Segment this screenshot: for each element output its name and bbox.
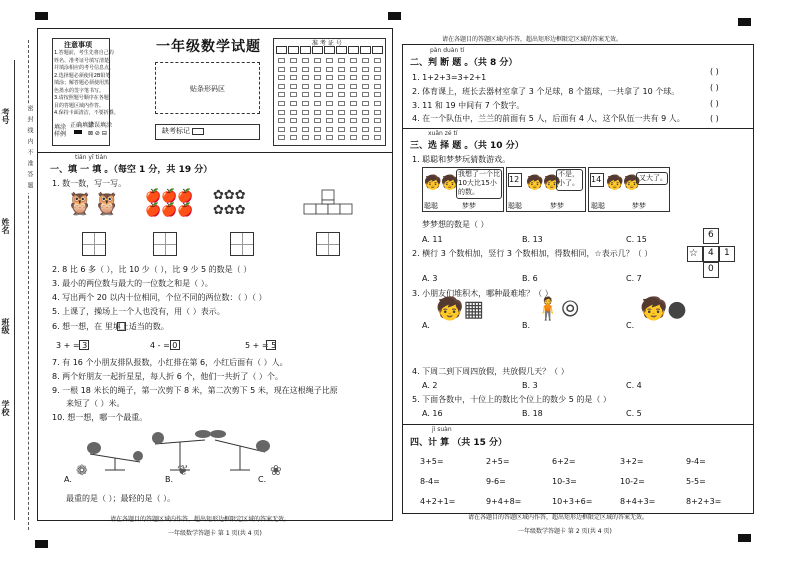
sidebar-banji: 班级 <box>1 318 10 334</box>
judge-q3: 3. 11 和 19 中间有 7 个数字。 <box>412 101 525 110</box>
exam-digit-bubble[interactable] <box>374 101 381 106</box>
notice-line: 填涂；解答题必须使用黑 <box>54 80 110 86</box>
exam-digit-entry[interactable] <box>360 46 371 54</box>
judge-q3-paren[interactable]: ( ) <box>710 99 719 108</box>
missing-mark-checkbox[interactable] <box>192 128 204 135</box>
calc-item: 10+3+6= <box>552 497 593 506</box>
sec4-pinyin: jì suàn <box>432 426 452 433</box>
choice-q1-c: C. 15 <box>626 235 647 244</box>
cross-top: 6 <box>708 230 714 240</box>
exam-digit-entry[interactable] <box>312 46 323 54</box>
exam-digit-bubble[interactable] <box>302 75 309 80</box>
exam-digit-bubble[interactable] <box>290 101 297 106</box>
q10-option-b: B. <box>165 475 174 484</box>
exam-digit-bubble[interactable] <box>290 135 297 140</box>
notice-title: 注意事项 <box>64 41 92 49</box>
exam-digit-entry[interactable] <box>300 46 311 54</box>
exam-digit-bubble[interactable] <box>314 110 321 115</box>
exam-digit-bubble[interactable] <box>350 135 357 140</box>
exam-digit-bubble[interactable] <box>338 84 345 89</box>
exam-digit-bubble[interactable] <box>374 135 381 140</box>
comic-mm-2: 梦梦 <box>550 202 564 210</box>
choice-q1: 1. 聪聪和梦梦玩猜数游戏。 <box>412 155 511 164</box>
q4-text: 4. 写出两个 20 以内十位相同，个位不同的两位数：（ ）（ ） <box>52 293 267 302</box>
exam-digit-entry[interactable] <box>276 46 287 54</box>
q10-text: 10. 想一想，哪一个最重。 <box>52 413 148 422</box>
sec3-title: 三、选 择 题 。（共 10 分） <box>410 141 524 151</box>
kids-icon-1: 🧒🧒 <box>424 175 459 191</box>
calc-item: 9-4= <box>686 457 706 466</box>
exam-digit-bubble[interactable] <box>302 92 309 97</box>
exam-digit-bubble[interactable] <box>350 101 357 106</box>
exam-digit-bubble[interactable] <box>290 127 297 132</box>
exam-digit-bubble[interactable] <box>326 110 333 115</box>
q8-text: 8. 两个好朋友一起折星星，每人折 6 个，他们一共折了（ ）个。 <box>52 372 283 381</box>
judge-q4-paren[interactable]: ( ) <box>710 114 719 123</box>
q9-text: 9. 一根 18 米长的绳子，第一次剪下 8 米，第二次剪下 5 米，现在这根绳子比原 <box>52 386 338 395</box>
exam-digit-bubble[interactable] <box>326 84 333 89</box>
exam-digit-bubble[interactable] <box>350 67 357 72</box>
exam-digit-bubble[interactable] <box>302 67 309 72</box>
exam-digit-bubble[interactable] <box>374 58 381 63</box>
comic-cc-2: 聪聪 <box>508 202 522 210</box>
exam-digit-entry[interactable] <box>372 46 383 54</box>
exam-digit-bubble[interactable] <box>350 58 357 63</box>
choice-q1-a: A. 11 <box>422 235 443 244</box>
right-header-note: 请在各题目的答题区域内作答，超出矩形边框限定区域的答案无效。 <box>442 36 623 43</box>
exam-digit-bubble[interactable] <box>278 118 285 123</box>
q10-answer-line: 最重的是（ ）；最轻的是（ ）。 <box>66 494 176 503</box>
exam-digit-bubble[interactable] <box>374 110 381 115</box>
exam-digit-bubble[interactable] <box>290 84 297 89</box>
exam-digit-bubble[interactable] <box>362 110 369 115</box>
sec2-pinyin: pàn duàn tí <box>430 47 465 54</box>
exam-digit-bubble[interactable] <box>374 127 381 132</box>
exam-digit-bubble[interactable] <box>290 110 297 115</box>
notice-line: 4.保持卡面清洁，不要折叠。 <box>54 110 119 116</box>
blocks-kid-icon-b: 🧍⦾ <box>534 297 579 322</box>
exam-digit-bubble[interactable] <box>350 118 357 123</box>
calc-item: 9+4+8= <box>486 497 522 506</box>
calc-item: 4+2+1= <box>420 497 456 506</box>
exam-digit-bubble[interactable] <box>362 58 369 63</box>
missing-mark-label: 缺考标记 <box>162 127 190 135</box>
exam-digit-bubble[interactable] <box>350 84 357 89</box>
judge-q4: 4. 在一个队伍中，兰兰的前面有 5 人，后面有 4 人，这个队伍一共有 9 人。 <box>412 114 685 123</box>
q10-cabbage-icon: ❁ <box>76 463 88 479</box>
q3-text: 3. 最小的两位数与最大的一位数之和是（ ）。 <box>52 279 213 288</box>
q1-text: 1. 数一数，写一写。 <box>52 179 127 188</box>
exam-digit-bubble[interactable] <box>362 75 369 80</box>
right-page-footer: 一年级数学答题卡 第 2 页(共 4 页) <box>518 528 612 535</box>
seal-line-note: 密封线内不准答题 <box>26 105 33 193</box>
notice-line: 姓名、准考证号填写清楚， <box>54 57 115 64</box>
bubble-2-text: 不是，小了。 <box>558 170 579 187</box>
left-section-divider <box>37 152 393 153</box>
q2-text: 2. 8 比 6 多（ ），比 10 少（ ），比 9 少 5 的数是（ ） <box>52 265 252 274</box>
exam-digit-bubble[interactable] <box>278 101 285 106</box>
exam-digit-bubble[interactable] <box>314 118 321 123</box>
q1-answer-box[interactable] <box>82 232 106 256</box>
exam-digit-bubble[interactable] <box>314 135 321 140</box>
exam-digit-bubble[interactable] <box>350 92 357 97</box>
exam-digit-bubble[interactable] <box>290 92 297 97</box>
choice-q4: 4. 下周二到下周四放假，共放假几天？（ ） <box>412 367 569 376</box>
exam-digit-bubble[interactable] <box>302 127 309 132</box>
exam-digit-bubble[interactable] <box>314 75 321 80</box>
q6-inline-box <box>117 322 126 331</box>
corner-mark-top-right <box>738 18 751 26</box>
exam-digit-bubble[interactable] <box>326 101 333 106</box>
cross-bottom: 0 <box>708 264 714 274</box>
exam-digit-bubble[interactable] <box>302 135 309 140</box>
sidebar-kaohao: 考号 <box>1 108 10 124</box>
exam-digit-bubble[interactable] <box>278 75 285 80</box>
exam-digit-bubble[interactable] <box>338 75 345 80</box>
q6-c-box[interactable] <box>266 340 276 350</box>
blocks-kid-icon-c: 🧒● <box>640 297 687 322</box>
exam-digit-bubble[interactable] <box>326 67 333 72</box>
exam-digit-bubble[interactable] <box>314 127 321 132</box>
apples-icon: 🍎🍎🍎 🍎🍎🍎 <box>145 189 194 218</box>
calc-item: 6+2= <box>552 457 576 466</box>
calc-item: 10-3= <box>552 477 577 486</box>
choice-q3: 3. 小朋友们堆积木，哪种最难堆？（ ） <box>412 289 553 298</box>
exam-digit-bubble[interactable] <box>362 135 369 140</box>
fill-sample-label: 填涂样例 <box>54 124 67 138</box>
exam-digit-bubble[interactable] <box>278 84 285 89</box>
calc-item: 8+4+3= <box>620 497 656 506</box>
calc-item: 2+5= <box>486 457 510 466</box>
cross-mid: 4 <box>708 248 714 258</box>
exam-digit-bubble[interactable] <box>338 58 345 63</box>
choice-q4-a: A. 2 <box>422 381 438 390</box>
exam-digit-bubble[interactable] <box>290 67 297 72</box>
correct-fill-mark <box>74 130 82 134</box>
q10-option-c: C. <box>258 475 267 484</box>
exam-digit-bubble[interactable] <box>278 92 285 97</box>
choice-q4-c: C. 4 <box>626 381 642 390</box>
exam-digit-entry[interactable] <box>288 46 299 54</box>
exam-digit-bubble[interactable] <box>362 92 369 97</box>
page-title: 一年级数学试题 <box>156 39 261 55</box>
choice-q5-a: A. 16 <box>422 409 443 418</box>
q6-a: 3 + = 3 <box>56 341 88 350</box>
exam-digit-bubble[interactable] <box>302 84 309 89</box>
exam-digit-bubble[interactable] <box>302 101 309 106</box>
exam-digit-bubble[interactable] <box>374 67 381 72</box>
right-divider-1 <box>402 128 754 129</box>
barcode-label: 贴条形码区 <box>190 85 225 93</box>
exam-digit-bubble[interactable] <box>362 118 369 123</box>
choice-q2: 2. 横行 3 个数相加，竖行 3 个数相加，得数相同，☆表示几？（ ） <box>412 249 653 258</box>
q10-option-a: A. <box>64 475 72 484</box>
exam-digit-bubble[interactable] <box>362 101 369 106</box>
sec3-pinyin: xuǎn zé tí <box>428 130 458 137</box>
exam-digit-bubble[interactable] <box>290 75 297 80</box>
blocks-kid-icon-a: 🧒▦ <box>436 297 485 322</box>
exam-digit-bubble[interactable] <box>302 110 309 115</box>
exam-digit-bubble[interactable] <box>314 101 321 106</box>
bubble-3-text: 又大了。 <box>639 174 667 182</box>
exam-digit-entry[interactable] <box>348 46 359 54</box>
choice-q2-a: A. 3 <box>422 274 438 283</box>
choice-q5: 5. 下面各数中，十位上的数比个位上的数少 5 的是（ ） <box>412 395 611 404</box>
kids-icon-3: 🧒🧒 <box>606 175 641 191</box>
exam-digit-bubble[interactable] <box>362 67 369 72</box>
q1-answer-box[interactable] <box>153 232 177 256</box>
balance-scales-icon <box>60 426 360 474</box>
right-divider-2 <box>402 424 754 425</box>
correct-fill-label: 正确填涂 <box>70 122 95 129</box>
notice-line: 2.选择题必须使用2B铅笔 <box>54 72 111 79</box>
exam-digit-bubble[interactable] <box>326 127 333 132</box>
exam-digit-bubble[interactable] <box>374 84 381 89</box>
exam-digit-bubble[interactable] <box>290 58 297 63</box>
sec4-title: 四、计 算 （共 15 分） <box>410 438 508 448</box>
comic-mm-3: 梦梦 <box>632 202 646 210</box>
choice-q5-c: C. 5 <box>626 409 642 418</box>
sec2-title: 二、判 断 题 。（共 8 分） <box>410 58 518 68</box>
exam-digit-bubble[interactable] <box>350 110 357 115</box>
q10-radish-icon: ❦ <box>177 463 189 479</box>
calc-item: 10-2= <box>620 477 645 486</box>
sidebar-xingming: 姓名 <box>1 218 10 234</box>
exam-digit-bubble[interactable] <box>326 92 333 97</box>
notice-line: 目的答题区域内作答。 <box>54 102 105 109</box>
exam-digit-bubble[interactable] <box>290 118 297 123</box>
exam-digit-bubble[interactable] <box>278 135 285 140</box>
judge-q2: 2. 体育课上，班长去器材室拿了 3 个足球，8 个篮球，一共拿了 10 个球。 <box>412 87 680 96</box>
exam-number-label: 准 考 证 号 <box>312 40 342 47</box>
judge-q1: 1. 1+2+3=3+2+1 <box>412 73 487 82</box>
exam-digit-bubble[interactable] <box>338 92 345 97</box>
choice-q1-question: 梦梦想的数是（ ） <box>422 220 489 229</box>
exam-digit-bubble[interactable] <box>374 92 381 97</box>
exam-digit-bubble[interactable] <box>278 58 285 63</box>
wrong-fill-label: 错误填涂 <box>88 122 113 129</box>
corner-mark-top-left <box>35 12 48 20</box>
q6-b-box[interactable] <box>170 340 180 350</box>
exam-digit-bubble[interactable] <box>326 75 333 80</box>
q1-answer-box[interactable] <box>316 232 340 256</box>
q7-text: 7. 有 16 个小朋友排队报数，小红排在第 6，小红后面有（ ）人。 <box>52 358 288 367</box>
q6-b: 4 - = 0 <box>150 341 178 350</box>
sec1-title: 一、填 一 填 。（每空 1 分，共 19 分） <box>50 165 213 175</box>
exam-digit-bubble[interactable] <box>338 135 345 140</box>
exam-digit-bubble[interactable] <box>314 67 321 72</box>
exam-digit-bubble[interactable] <box>338 110 345 115</box>
corner-mark-bottom-right <box>738 534 751 542</box>
exam-digit-bubble[interactable] <box>338 101 345 106</box>
exam-digit-bubble[interactable] <box>302 58 309 63</box>
exam-digit-bubble[interactable] <box>350 75 357 80</box>
q5-text: 5. 上课了，操场上一个人也没有，用（ ）表示。 <box>52 307 225 316</box>
q9b-text: 来短了（ ）米。 <box>66 399 125 408</box>
wrong-fill-mark: ⊠ ⊘ ⊟ <box>88 130 107 137</box>
cross-star: ☆ <box>689 248 698 259</box>
sec1-pinyin: tián yī tián <box>75 154 108 161</box>
exam-digit-entry[interactable] <box>336 46 347 54</box>
calc-item: 9-6= <box>486 477 506 486</box>
choice-q3-c: C. <box>626 321 635 330</box>
choice-q1-b: B. 13 <box>522 235 543 244</box>
choice-q5-b: B. 18 <box>522 409 543 418</box>
exam-digit-bubble[interactable] <box>338 127 345 132</box>
exam-digit-bubble[interactable] <box>314 84 321 89</box>
kids-icon-2: 🧒🧒 <box>526 175 561 191</box>
notice-line: 色墨水的签字笔书写。 <box>54 87 105 94</box>
calc-item: 5-5= <box>686 477 706 486</box>
exam-digit-bubble[interactable] <box>350 127 357 132</box>
right-footer-note: 请在各题目的答题区域内作答，超出矩形边框限定区域的答案无效。 <box>468 514 649 521</box>
flowers-icon: ✿✿✿ ✿✿✿ <box>213 188 246 218</box>
num14: 14 <box>591 175 602 184</box>
comic-mm-1: 梦梦 <box>462 202 476 210</box>
q10-eggplant-icon: ❀ <box>270 463 282 479</box>
exam-digit-bubble[interactable] <box>362 84 369 89</box>
sidebar-xuexiao: 学校 <box>1 400 10 416</box>
choice-q2-c: C. 7 <box>626 274 642 283</box>
judge-q2-paren[interactable]: ( ) <box>710 83 719 92</box>
exam-digit-bubble[interactable] <box>362 127 369 132</box>
calc-item: 3+2= <box>620 457 644 466</box>
comic-cc-1: 聪聪 <box>424 202 438 210</box>
owls-icon: 🦉🦉 <box>66 192 121 217</box>
bubble-1-text: 我想了一个比10大比15小的数。 <box>458 170 500 196</box>
notice-line: 1.答题前，考生先将自己的 <box>54 50 114 56</box>
exam-digit-bubble[interactable] <box>314 92 321 97</box>
left-page-footer: 一年级数学答题卡 第 1 页(共 4 页) <box>168 530 262 537</box>
notice-line: 3.请按照题号顺序在各题 <box>54 95 109 101</box>
exam-digit-entry[interactable] <box>324 46 335 54</box>
exam-digit-bubble[interactable] <box>278 110 285 115</box>
corner-mark-top-center <box>388 12 401 20</box>
q1-answer-box[interactable] <box>230 232 254 256</box>
cross-right: 1 <box>724 248 730 258</box>
exam-digit-bubble[interactable] <box>326 58 333 63</box>
exam-digit-bubble[interactable] <box>338 118 345 123</box>
exam-digit-bubble[interactable] <box>374 75 381 80</box>
exam-digit-bubble[interactable] <box>338 67 345 72</box>
exam-digit-bubble[interactable] <box>326 135 333 140</box>
exam-digit-bubble[interactable] <box>326 118 333 123</box>
exam-digit-bubble[interactable] <box>302 118 309 123</box>
choice-q3-b: B. <box>522 321 531 330</box>
calc-item: 8-4= <box>420 477 440 486</box>
calc-item: 8+2+3= <box>686 497 722 506</box>
exam-digit-bubble[interactable] <box>278 127 285 132</box>
exam-digit-bubble[interactable] <box>374 118 381 123</box>
calc-item: 3+5= <box>420 457 444 466</box>
sidebar-line <box>14 60 15 520</box>
exam-digit-bubble[interactable] <box>278 67 285 72</box>
choice-q4-b: B. 3 <box>522 381 538 390</box>
num12: 12 <box>509 175 520 184</box>
q6-c: 5 + = 5 <box>245 341 277 350</box>
q6-a-box[interactable] <box>79 340 89 350</box>
exam-digit-bubble[interactable] <box>314 58 321 63</box>
choice-q2-b: B. 6 <box>522 274 538 283</box>
notice-line: 并填涂相应的考号信息点。 <box>54 65 115 71</box>
judge-q1-paren[interactable]: ( ) <box>710 67 719 76</box>
cubes-icon <box>300 188 360 222</box>
corner-mark-bottom-left <box>35 540 48 548</box>
comic-cc-3: 聪聪 <box>591 202 605 210</box>
choice-q3-a: A. <box>422 321 430 330</box>
q6-text: 6. 想一想，在 里填上适当的数。 <box>52 322 169 331</box>
left-footer-note: 请在各题目的答题区域内作答，超出矩形边框限定区域的答案无效。 <box>110 516 291 523</box>
